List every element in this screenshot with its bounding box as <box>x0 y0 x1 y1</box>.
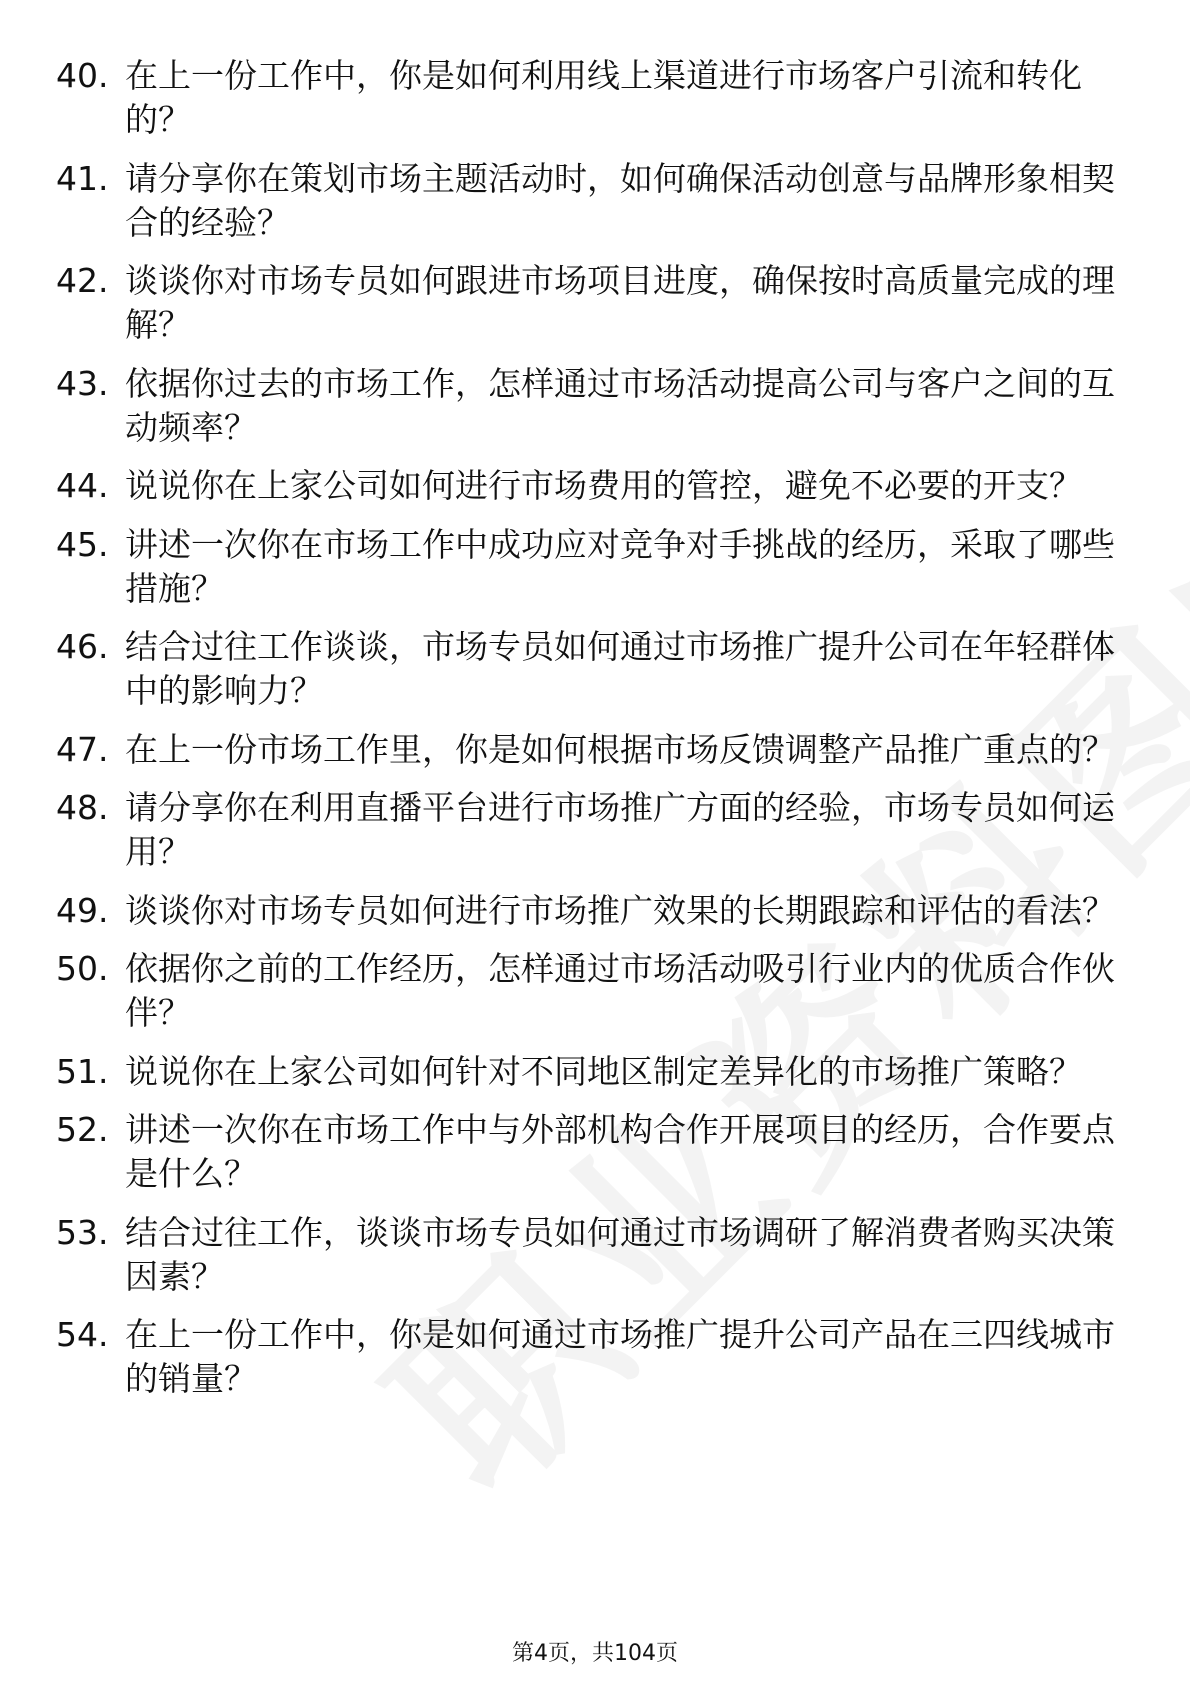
question-number: 53. <box>56 1212 109 1252</box>
question-item <box>56 1313 1118 1401</box>
question-text: 请分享你在利用直播平台进行市场推广方面的经验，市场专员如何运用？ <box>125 788 1115 871</box>
question-item <box>56 464 1118 508</box>
question-item <box>56 1050 1118 1094</box>
question-number: 40. <box>56 56 109 95</box>
question-text: 依据你过去的市场工作，怎样通过市场活动提高公司与客户之间的互动频率？ <box>125 363 1115 447</box>
question-text: 谈谈你对市场专员如何进行市场推广效果的长期跟踪和评估的看法？ <box>125 890 1115 930</box>
question-text: 在上一份工作中，你是如何通过市场推广提升公司产品在三四线城市的销量？ <box>125 1315 1115 1398</box>
question-number: 48. <box>56 788 109 827</box>
question-number: 47. <box>56 729 109 769</box>
question-item <box>56 625 1118 713</box>
question-number: 49. <box>56 890 109 930</box>
question-number: 41. <box>56 158 109 198</box>
question-text: 请分享你在策划市场主题活动时，如何确保活动创意与品牌形象相契合的经验？ <box>125 158 1115 242</box>
page-number-label: 第4页，共104页 <box>512 1641 678 1666</box>
question-text: 说说你在上家公司如何针对不同地区制定差异化的市场推广策略？ <box>125 1051 1082 1091</box>
question-item <box>56 1108 1118 1196</box>
question-text: 说说你在上家公司如何进行市场费用的管控，避免不必要的开支？ <box>125 466 1082 505</box>
question-text: 依据你之前的工作经历，怎样通过市场活动吸引行业内的优质合作伙伴？ <box>125 949 1115 1032</box>
question-number: 50. <box>56 949 109 988</box>
question-item <box>56 157 1118 245</box>
question-number: 51. <box>56 1051 109 1091</box>
question-item <box>56 362 1118 450</box>
question-text: 讲述一次你在市场工作中成功应对竞争对手挑战的经历，采取了哪些措施？ <box>125 524 1115 608</box>
question-number: 46. <box>56 627 109 666</box>
question-number: 52. <box>56 1110 109 1149</box>
question-text: 谈谈你对市场专员如何跟进市场项目进度，确保按时高质量完成的理解？ <box>125 261 1115 344</box>
question-item <box>56 728 1118 772</box>
question-text: 讲述一次你在市场工作中与外部机构合作开展项目的经历，合作要点是什么？ <box>125 1110 1115 1193</box>
question-item <box>56 786 1118 874</box>
question-number: 42. <box>56 261 109 300</box>
question-text: 在上一份市场工作里，你是如何根据市场反馈调整产品推广重点的？ <box>125 729 1115 769</box>
question-item <box>56 947 1118 1035</box>
question-text: 结合过往工作，谈谈市场专员如何通过市场调研了解消费者购买决策因素？ <box>125 1212 1115 1296</box>
question-number: 44. <box>56 466 109 505</box>
question-item <box>56 54 1118 142</box>
question-item <box>56 523 1118 611</box>
question-item <box>56 889 1118 933</box>
question-list <box>56 54 1118 1416</box>
question-item <box>56 259 1118 347</box>
question-text: 在上一份工作中，你是如何利用线上渠道进行市场客户引流和转化的？ <box>125 56 1082 139</box>
question-number: 54. <box>56 1315 109 1354</box>
question-text: 结合过往工作谈谈，市场专员如何通过市场推广提升公司在年轻群体中的影响力？ <box>125 627 1115 710</box>
question-number: 45. <box>56 524 109 564</box>
page-footer <box>0 1640 1190 1668</box>
question-item <box>56 1211 1118 1299</box>
question-number: 43. <box>56 363 109 403</box>
